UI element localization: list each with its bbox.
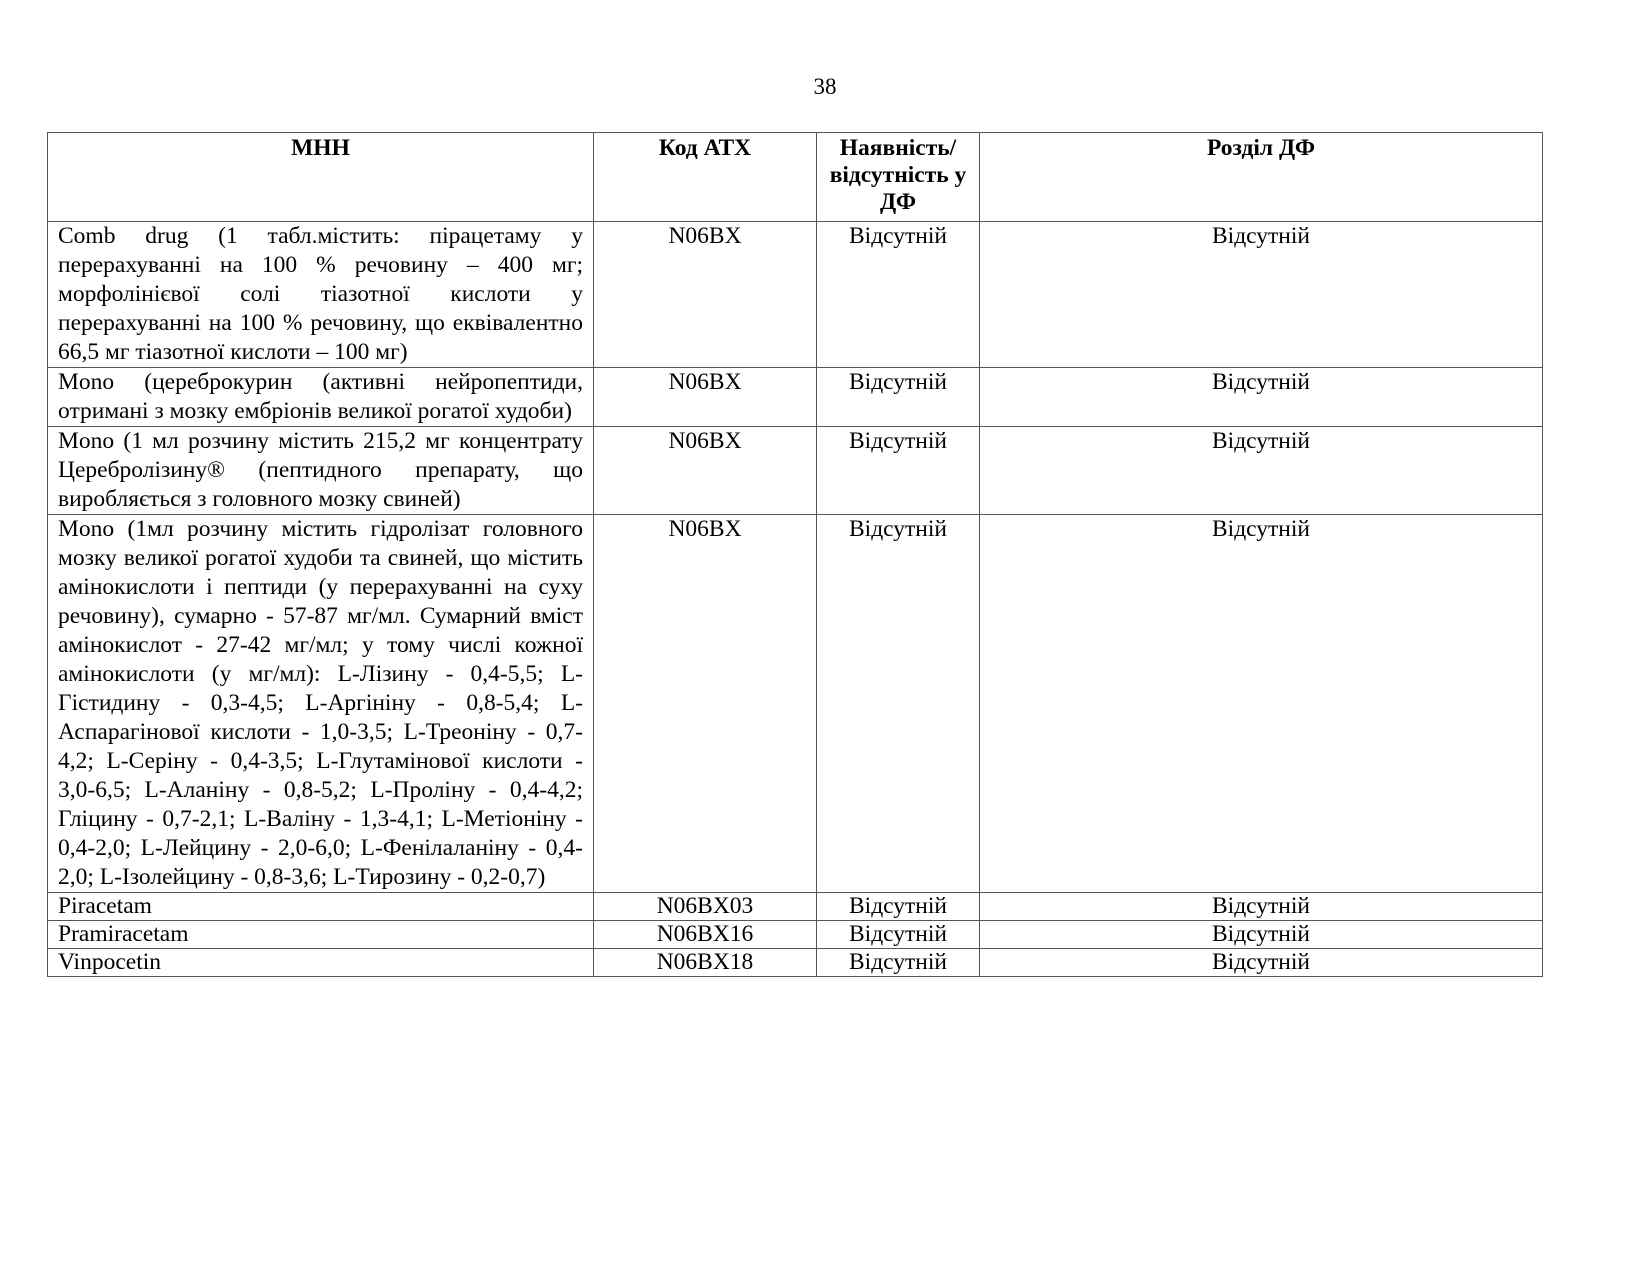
cell-atc-code: N06BX18	[594, 949, 817, 977]
cell-mnn: Piracetam	[48, 893, 594, 921]
cell-presence: Відсутній	[817, 893, 980, 921]
cell-atc-code: N06BX	[594, 427, 817, 515]
table-row	[48, 893, 1543, 921]
cell-presence: Відсутній	[817, 515, 980, 893]
cell-presence: Відсутній	[817, 949, 980, 977]
cell-mnn: Vinpocetin	[48, 949, 594, 977]
page-number: 38	[813, 74, 837, 99]
cell-df-section: Відсутній	[980, 427, 1543, 515]
cell-presence: Відсутній	[817, 222, 980, 368]
header-mnn: МНН	[48, 133, 594, 222]
header-atc-code: Код АТХ	[594, 133, 817, 222]
cell-atc-code: N06BX03	[594, 893, 817, 921]
table-row	[48, 222, 1543, 368]
table-row	[48, 427, 1543, 515]
cell-atc-code: N06BX	[594, 515, 817, 893]
table-row	[48, 949, 1543, 977]
drug-formulary-table	[47, 132, 1543, 977]
table-header-row	[48, 133, 1543, 222]
table-row	[48, 515, 1543, 893]
cell-presence: Відсутній	[817, 368, 980, 427]
cell-atc-code: N06BX	[594, 222, 817, 368]
cell-df-section: Відсутній	[980, 893, 1543, 921]
cell-df-section: Відсутній	[980, 921, 1543, 949]
cell-presence: Відсутній	[817, 427, 980, 515]
cell-atc-code: N06BX	[594, 368, 817, 427]
table-row	[48, 368, 1543, 427]
cell-df-section: Відсутній	[980, 368, 1543, 427]
header-presence: Наявність/відсутність у ДФ	[817, 133, 980, 222]
cell-mnn: Mono (1 мл розчину містить 215,2 мг концентрату Церебролізину® (пептидного препарату, що виробляється з головного мозку свиней)	[48, 427, 594, 515]
cell-mnn: Comb drug (1 табл.містить: пірацетаму у перерахуванні на 100 % речовину – 400 мг; морфолінієвої солі тіазотної кислоти у перерахуванні на 100 % речовину, що еквівалентно 66,5 мг тіазотної кислоти – 100 мг)	[48, 222, 594, 368]
cell-df-section: Відсутній	[980, 515, 1543, 893]
cell-mnn: Mono (1мл розчину містить гідролізат головного мозку великої рогатої худоби та свиней, що містить амінокислоти і пептиди (у перерахуванні на суху речовину), сумарно - 57-87 мг/мл. Сумарний вміст амінокислот - 27-42 мг/мл; у тому числі кожної амінокислоти (у мг/мл): L-Лізину - 0,4-5,5; L-Гістидину - 0,3-4,5; L-Аргініну - 0,8-5,4; L-Аспарагінової кислоти - 1,0-3,5; L-Треоніну - 0,7-4,2; L-Серіну - 0,4-3,5; L-Глутамінової кислоти - 3,0-6,5; L-Аланіну - 0,8-5,2; L-Проліну - 0,4-4,2; Гліцину - 0,7-2,1; L-Валіну - 1,3-4,1; L-Метіоніну - 0,4-2,0; L-Лейцину - 2,0-6,0; L-Фенілаланіну - 0,4-2,0; L-Ізолейцину - 0,8-3,6; L-Тирозину - 0,2-0,7)	[48, 515, 594, 893]
cell-atc-code: N06BX16	[594, 921, 817, 949]
cell-mnn: Mono (цереброкурин (активні нейропептиди, отримані з мозку ембріонів великої рогатої худоби)	[48, 368, 594, 427]
cell-df-section: Відсутній	[980, 222, 1543, 368]
header-df-section: Розділ ДФ	[980, 133, 1543, 222]
cell-df-section: Відсутній	[980, 949, 1543, 977]
table-row	[48, 921, 1543, 949]
cell-mnn: Pramiracetam	[48, 921, 594, 949]
cell-presence: Відсутній	[817, 921, 980, 949]
